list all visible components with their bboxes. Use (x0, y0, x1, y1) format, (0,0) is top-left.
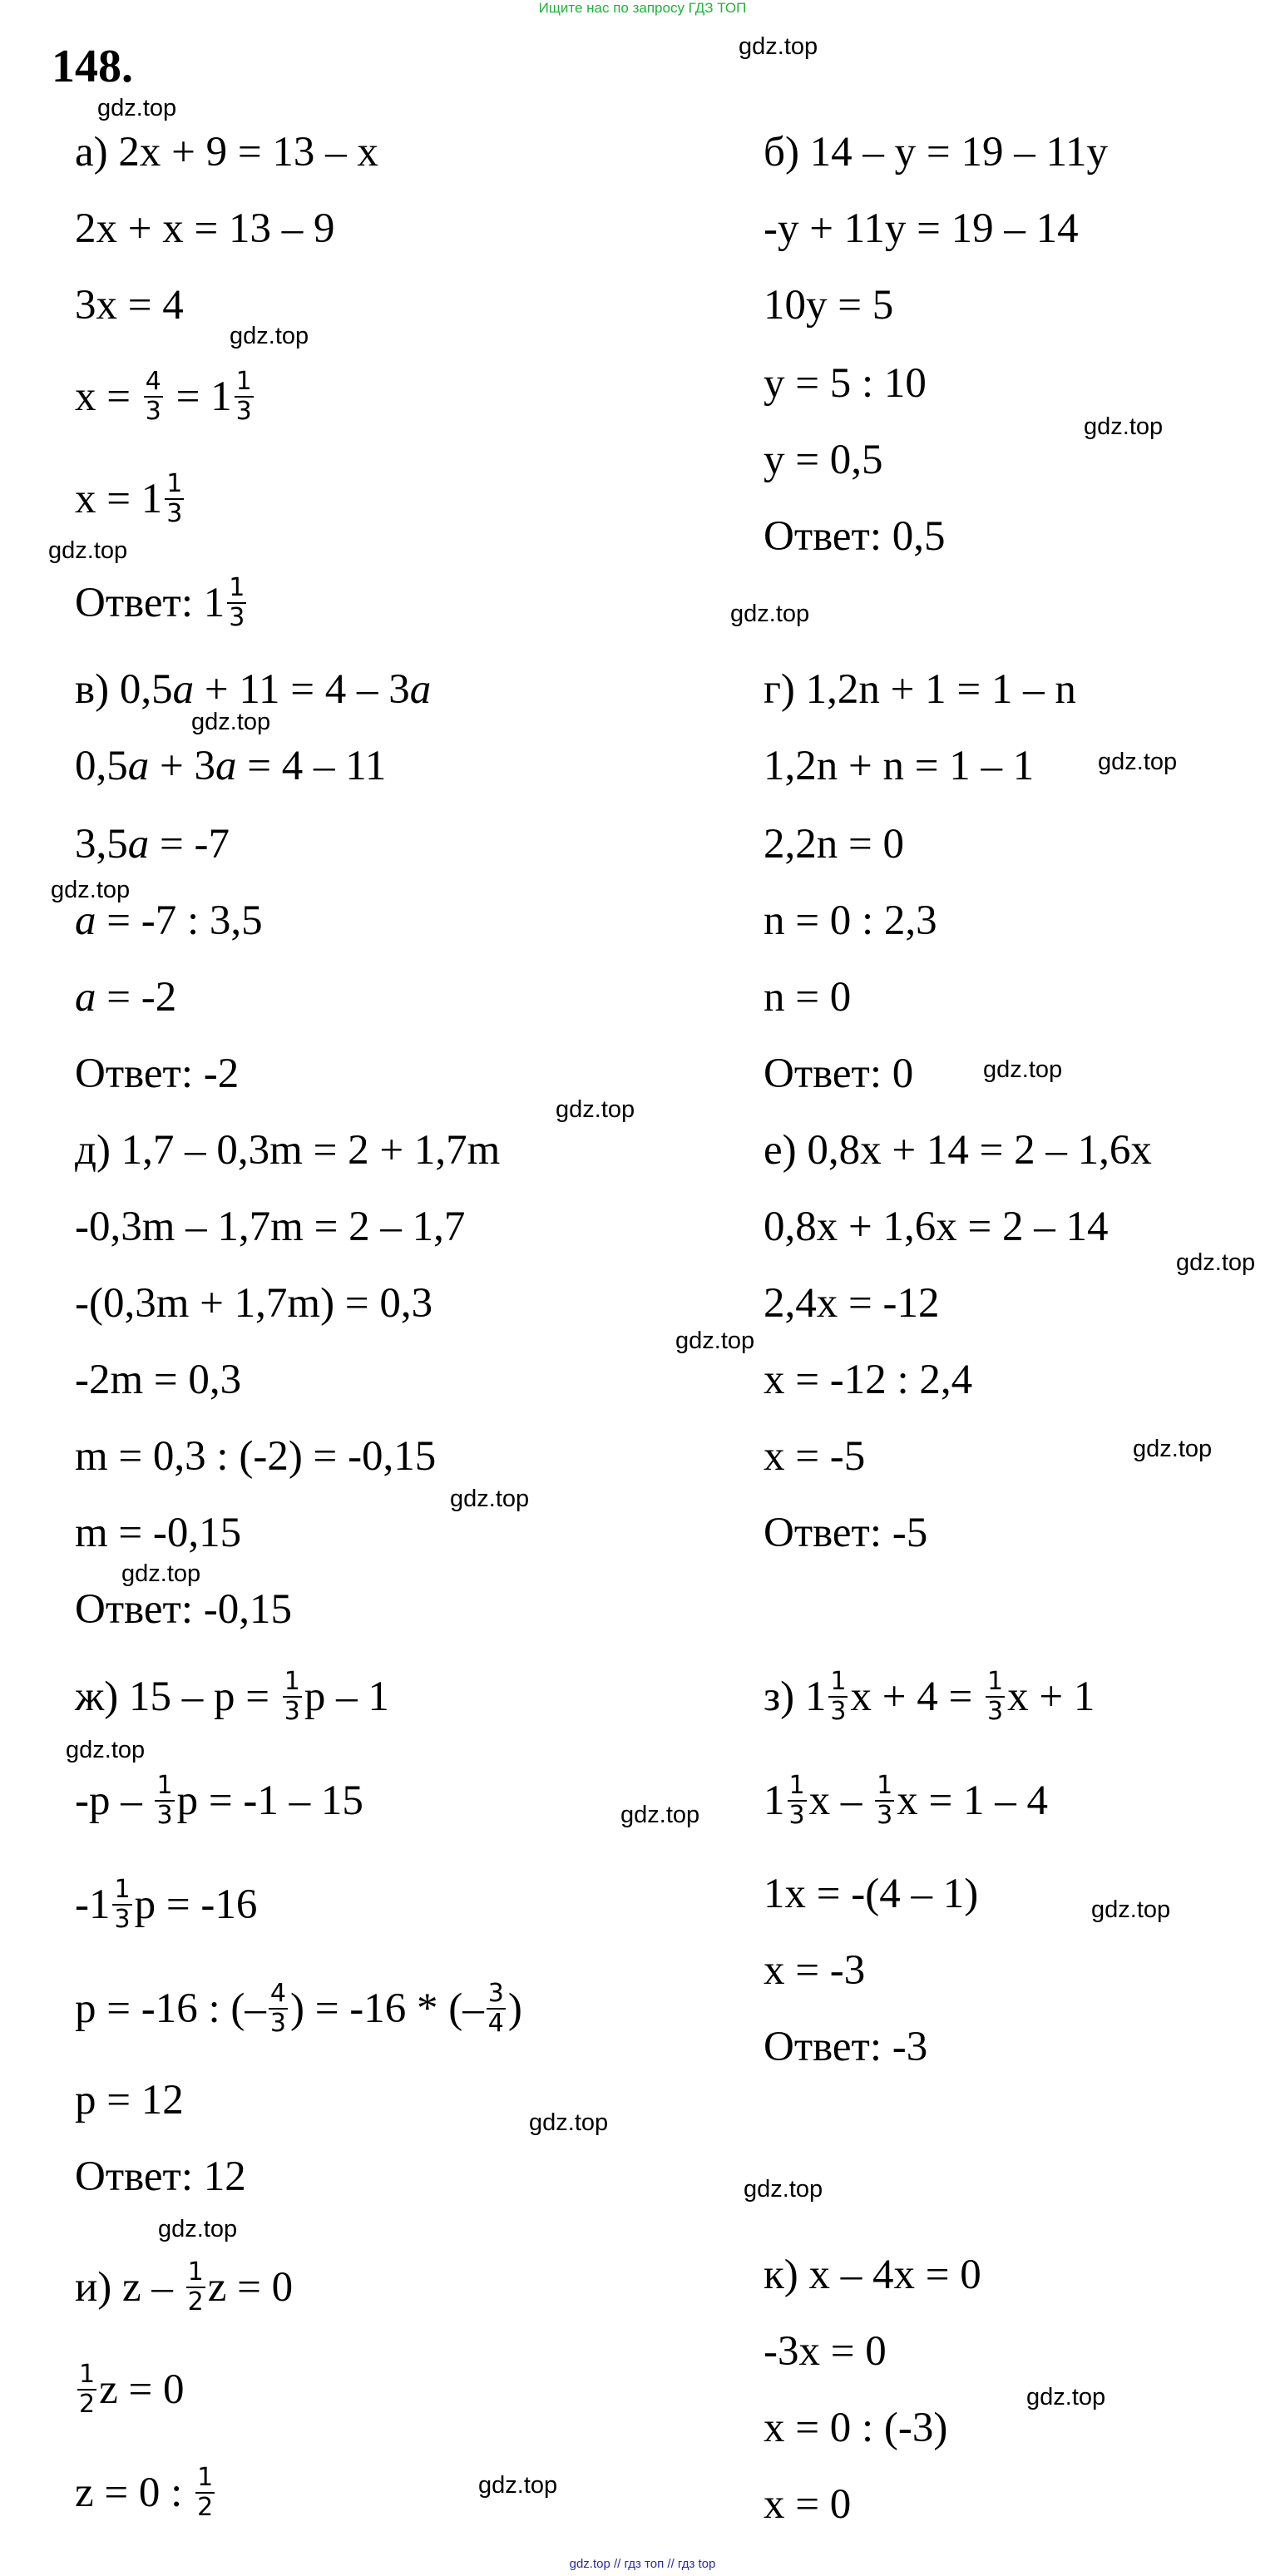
eq-g-answer: Ответ: 0 (764, 1051, 914, 1097)
eq-text: z = 0 : (75, 2470, 194, 2516)
fraction (112, 1876, 131, 1934)
eq-b-line-2: -y + 11y = 19 – 14 (764, 205, 1079, 252)
footer-banner: gdz.top // гдз топ // гдз top (569, 2557, 716, 2571)
eq-v-line-4 (75, 892, 263, 950)
fraction (77, 2361, 96, 2419)
watermark: gdz.top (51, 877, 131, 903)
eq-text: x – (808, 1777, 873, 1824)
fraction (283, 1668, 302, 1726)
fraction (155, 1772, 174, 1830)
watermark: gdz.top (730, 601, 810, 627)
fraction-den: 3 (269, 2009, 286, 2039)
fraction (227, 574, 246, 632)
eq-a-line-3: 3x = 4 (75, 282, 184, 329)
fraction-num: 1 (987, 1667, 1004, 1697)
fraction-den: 2 (187, 2287, 204, 2317)
fraction-num: 4 (269, 1979, 286, 2009)
fraction-num: 1 (156, 1771, 173, 1801)
eq-d-line-6: m = -0,15 (75, 1510, 242, 1556)
eq-zh-line-1 (75, 1668, 389, 1729)
variable-a: a (172, 666, 195, 713)
eq-text: z = 0 (99, 2366, 185, 2413)
eq-d-line-1: д) 1,7 – 0,3m = 2 + 1,7m (75, 1127, 501, 1174)
fraction-den: 3 (229, 603, 245, 633)
watermark: gdz.top (620, 1802, 700, 1828)
watermark: gdz.top (66, 1737, 146, 1763)
eq-d-line-2: -0,3m – 1,7m = 2 – 1,7 (75, 1204, 466, 1250)
variable-a: a (409, 666, 432, 713)
eq-b-line-3: 10y = 5 (764, 282, 894, 329)
fraction-num: 1 (187, 2257, 204, 2287)
watermark: gdz.top (48, 537, 128, 564)
watermark: gdz.top (1091, 1896, 1171, 1923)
fraction (269, 1980, 288, 2038)
fraction-den: 4 (487, 2009, 504, 2039)
fraction-den: 3 (156, 1801, 173, 1831)
fraction (144, 368, 163, 426)
eq-b-line-4: y = 5 : 10 (764, 360, 927, 407)
eq-text: z = 0 (207, 2264, 294, 2311)
eq-e-line-5: x = -5 (764, 1433, 866, 1480)
eq-k-line-2: -3x = 0 (764, 2328, 887, 2375)
eq-g-line-2: 1,2n + n = 1 – 1 (764, 743, 1035, 789)
eq-a-line-2: 2x + x = 13 – 9 (75, 205, 335, 252)
eq-z-line-4: x = -3 (764, 1947, 866, 1994)
fraction-num: 1 (235, 367, 252, 397)
fraction (165, 470, 184, 528)
fraction-num: 1 (788, 1771, 805, 1801)
watermark: gdz.top (556, 1096, 635, 1123)
eq-text: x + 4 = (850, 1674, 984, 1720)
eq-v-line-1 (75, 660, 431, 719)
eq-text: = 4 – 11 (236, 743, 387, 789)
watermark: gdz.top (1176, 1249, 1256, 1276)
eq-z-line-1 (764, 1668, 1095, 1729)
fraction-num: 1 (197, 2463, 214, 2493)
fraction (487, 1980, 506, 2038)
eq-text: + 11 = 4 – 3 (194, 666, 410, 713)
watermark: gdz.top (744, 2176, 823, 2203)
eq-e-line-1: е) 0,8x + 14 = 2 – 1,6x (764, 1127, 1152, 1174)
eq-e-line-2: 0,8x + 1,6x = 2 – 14 (764, 1204, 1109, 1250)
eq-g-line-1: г) 1,2n + 1 = 1 – n (764, 666, 1076, 713)
watermark: gdz.top (1084, 413, 1164, 440)
watermark: gdz.top (675, 1328, 755, 1354)
watermark: gdz.top (121, 1560, 201, 1587)
eq-text: = 1 (165, 373, 232, 420)
fraction-num: 1 (79, 2360, 96, 2390)
watermark: gdz.top (983, 1056, 1063, 1083)
eq-g-line-3: 2,2n = 0 (764, 821, 905, 868)
eq-d-line-5: m = 0,3 : (-2) = -0,15 (75, 1433, 437, 1480)
problem-number: 148. (52, 41, 133, 92)
eq-text: з) 1 (764, 1674, 827, 1720)
fraction (788, 1772, 807, 1830)
eq-a-answer (75, 574, 249, 635)
fraction-den: 3 (788, 1801, 805, 1831)
fraction-den: 2 (79, 2390, 96, 2420)
eq-text: = -7 : 3,5 (96, 897, 263, 944)
eq-text: p = -16 (134, 1881, 258, 1928)
eq-d-answer: Ответ: -0,15 (75, 1586, 292, 1633)
fraction-den: 3 (114, 1905, 131, 1935)
eq-text: = -7 (149, 821, 230, 868)
fraction-den: 3 (284, 1697, 300, 1727)
eq-zh-line-4 (75, 1980, 522, 2041)
eq-e-answer: Ответ: -5 (764, 1510, 928, 1556)
eq-text: ) (507, 1985, 522, 2032)
fraction-den: 3 (145, 397, 161, 427)
watermark: gdz.top (529, 2109, 609, 2136)
eq-text: = -2 (96, 974, 177, 1021)
eq-text: в) 0,5 (75, 666, 173, 713)
fraction-den: 2 (197, 2493, 214, 2523)
eq-d-line-3: -(0,3m + 1,7m) = 0,3 (75, 1280, 433, 1327)
watermark: gdz.top (97, 95, 177, 121)
eq-b-answer: Ответ: 0,5 (764, 513, 946, 560)
fraction-den: 3 (987, 1697, 1004, 1727)
fraction-num: 4 (145, 367, 161, 397)
fraction-num: 1 (830, 1667, 847, 1697)
fraction-num: 1 (166, 469, 183, 499)
eq-text: Ответ: (75, 580, 204, 626)
eq-zh-answer: Ответ: 12 (75, 2153, 246, 2200)
fraction-den: 3 (877, 1801, 893, 1831)
eq-text: 1 (203, 580, 225, 626)
eq-zh-line-5: p = 12 (75, 2077, 184, 2124)
eq-v-answer: Ответ: -2 (75, 1051, 240, 1097)
watermark: gdz.top (1026, 2384, 1106, 2410)
eq-text: p = -1 – 15 (176, 1777, 363, 1824)
search-banner: Ищите нас по запросу ГДЗ ТОП (538, 0, 747, 16)
fraction (828, 1668, 848, 1726)
watermark: gdz.top (158, 2216, 238, 2242)
watermark: gdz.top (1098, 749, 1178, 775)
variable-a: a (215, 743, 237, 789)
eq-z-answer: Ответ: -3 (764, 2024, 928, 2070)
eq-b-line-5: y = 0,5 (764, 437, 883, 483)
eq-k-line-4: x = 0 (764, 2481, 852, 2528)
eq-z-line-3: 1x = -(4 – 1) (764, 1871, 979, 1917)
eq-text: -p – (75, 1777, 153, 1824)
eq-text: 1 (764, 1777, 785, 1824)
eq-k-line-1: к) x – 4x = 0 (764, 2252, 981, 2298)
eq-text: + 3 (149, 743, 216, 789)
eq-i-line-3 (75, 2464, 217, 2525)
eq-text: p = -16 : (– (75, 1985, 266, 2032)
eq-text: x = (75, 373, 141, 420)
watermark: gdz.top (230, 323, 309, 349)
fraction (195, 2464, 215, 2522)
fraction-num: 1 (284, 1667, 300, 1697)
eq-k-line-3: x = 0 : (-3) (764, 2405, 948, 2451)
variable-a: a (127, 821, 150, 868)
eq-b-line-1: б) 14 – y = 19 – 11y (764, 129, 1109, 176)
watermark: gdz.top (450, 1486, 530, 1512)
watermark: gdz.top (739, 33, 818, 60)
eq-v-line-5 (75, 968, 176, 1026)
eq-g-line-5: n = 0 (764, 974, 852, 1021)
fraction-den: 3 (235, 397, 252, 427)
eq-z-line-2 (764, 1772, 1048, 1833)
eq-text: x + 1 (1007, 1674, 1095, 1720)
fraction (986, 1668, 1005, 1726)
variable-a: a (75, 897, 96, 944)
fraction-den: 3 (166, 499, 183, 529)
fraction-num: 1 (877, 1771, 893, 1801)
eq-i-line-1 (75, 2258, 293, 2320)
fraction-num: 3 (487, 1979, 504, 2009)
eq-text: 0,5 (75, 743, 128, 789)
fraction (875, 1772, 894, 1830)
eq-v-line-3 (75, 815, 230, 873)
fraction-den: 3 (830, 1697, 847, 1727)
variable-a: a (127, 743, 150, 789)
eq-zh-line-2 (75, 1772, 363, 1833)
eq-e-line-4: x = -12 : 2,4 (764, 1357, 973, 1403)
variable-a: a (75, 974, 96, 1021)
fraction-num: 1 (114, 1875, 131, 1905)
eq-a-line-5 (75, 470, 186, 532)
eq-a-line-1: а) 2x + 9 = 13 – x (75, 129, 378, 176)
watermark: gdz.top (1133, 1436, 1213, 1462)
eq-e-line-3: 2,4x = -12 (764, 1280, 940, 1327)
watermark: gdz.top (478, 2472, 558, 2499)
eq-d-line-4: -2m = 0,3 (75, 1357, 242, 1403)
eq-text: p – 1 (304, 1674, 389, 1720)
eq-text: ) = -16 * (– (290, 1985, 484, 2032)
eq-text: ж) 15 – p = (75, 1674, 280, 1720)
fraction-num: 1 (229, 573, 245, 603)
eq-text: и) z – (75, 2264, 184, 2311)
fraction (186, 2258, 205, 2316)
eq-text: -1 (75, 1881, 111, 1928)
eq-zh-line-3 (75, 1876, 257, 1937)
eq-v-line-2 (75, 737, 386, 795)
eq-text: 3,5 (75, 821, 128, 868)
fraction (235, 368, 254, 426)
eq-text: x = 1 – 4 (897, 1777, 1048, 1824)
eq-i-line-2 (75, 2361, 185, 2422)
watermark: gdz.top (191, 709, 271, 735)
eq-text: x = 1 (75, 476, 163, 522)
eq-a-line-4 (75, 368, 256, 429)
eq-g-line-4: n = 0 : 2,3 (764, 897, 937, 944)
